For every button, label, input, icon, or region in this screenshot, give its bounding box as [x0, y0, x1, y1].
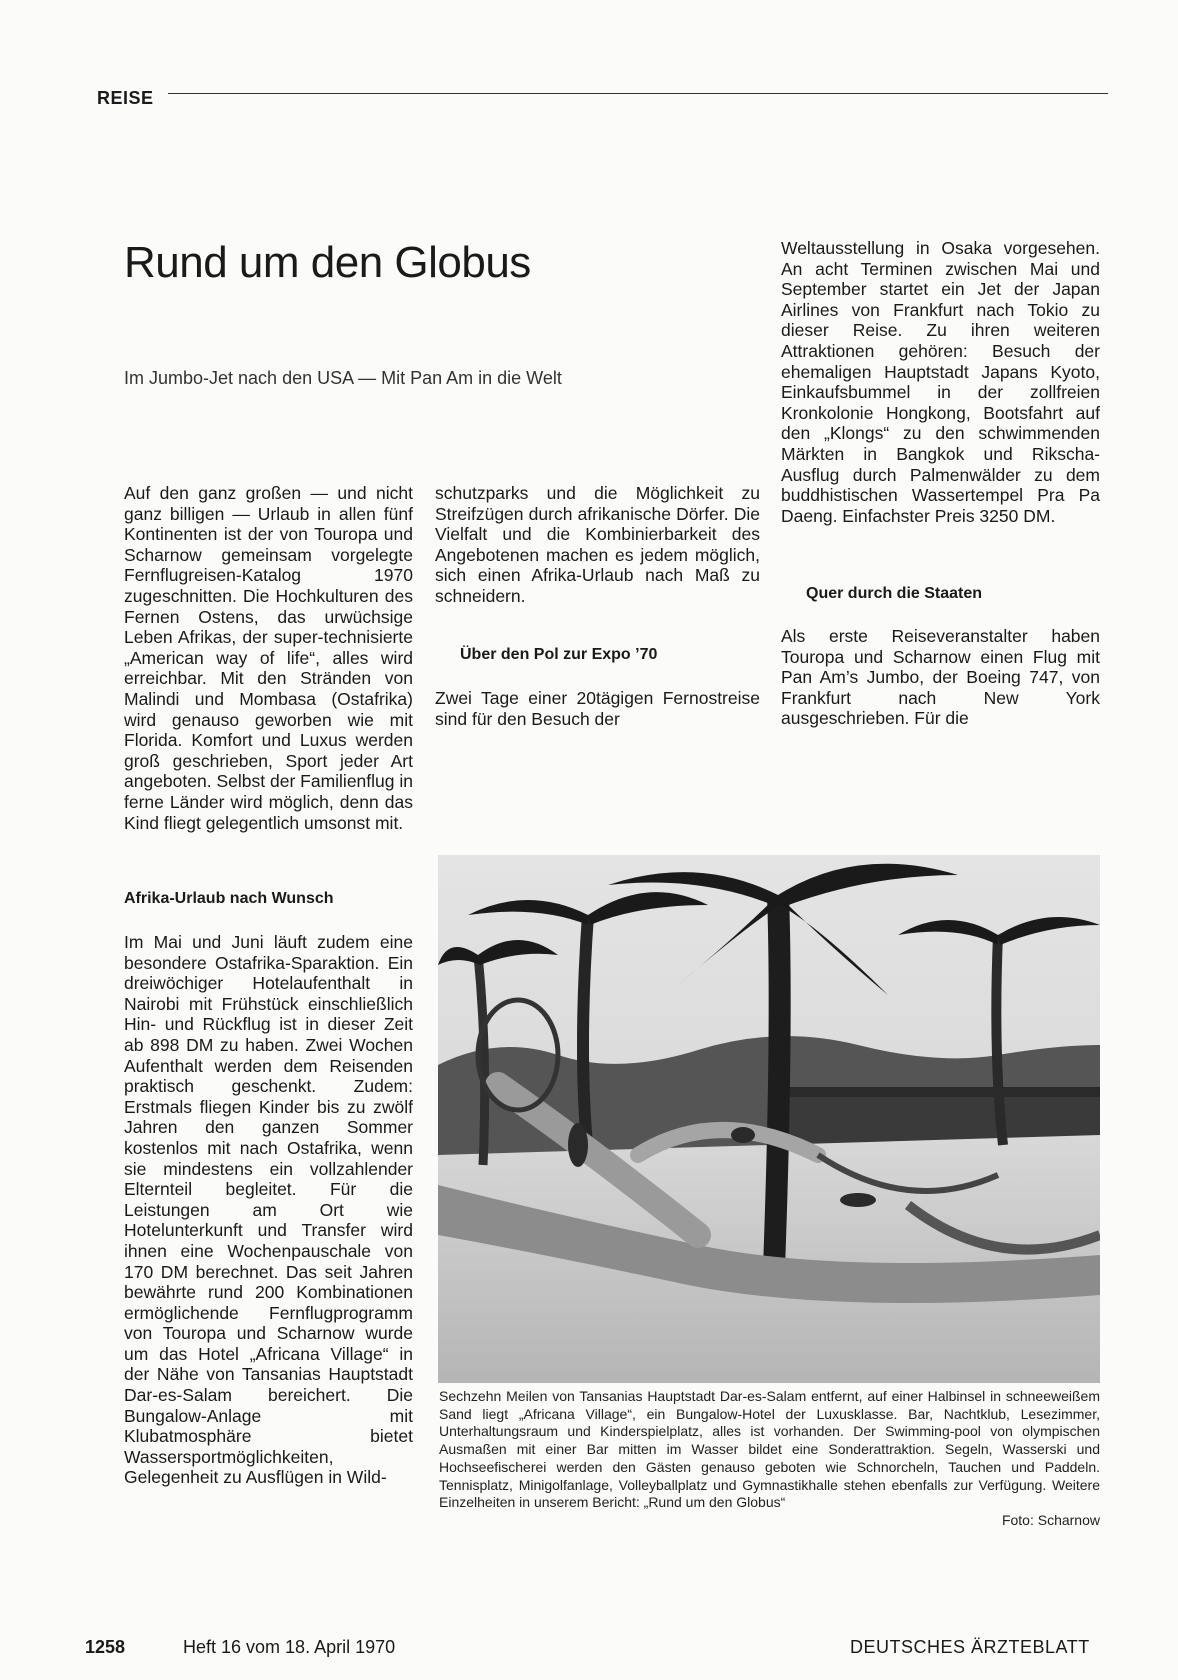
- paragraph-staaten: Als erste Reiseveranstalter haben Touropa und Scharnow einen Flug mit Pan Am’s Jumbo, der Boeing 747, von Frankfurt nach New York ausgeschrieben. Für die: [781, 626, 1100, 729]
- photo-credit: Foto: Scharnow: [1001, 1511, 1100, 1528]
- heading-expo: Über den Pol zur Expo ’70: [460, 646, 658, 663]
- column-1-afrika: [124, 932, 413, 1488]
- beach-photo-image: [438, 855, 1100, 1383]
- column-1-intro: [124, 483, 413, 833]
- paragraph-afrika: Im Mai und Juni läuft zudem eine besondere Ostafrika-Sparaktion. Ein dreiwöchiger Hotelaufenthalt in Nairobi mit Frühstück einschließlich Hin- und Rückflug ist in dieser Zeit ab 898 DM zu haben. Zwei Wochen Aufenthalt werden dem Reisenden praktisch geschenkt. Zudem: Erstmals fliegen Kinder bis zu zwölf Jahren den ganzen Sommer kostenlos mit nach Ostafrika, wenn sie mindestens ein vollzahlender Elternteil begleitet. Für die Leistungen am Ort wie Hotelunterkunft und Transfer wird ihnen eine Wochenpauschale von 170 DM berechnet. Das seit Jahren bewährte rund 200 Kombinationen ermöglichende Fernflugprogramm von Touropa und Scharnow wurde um das Hotel „Africana Village“ in der Nähe von Tansanias Hauptstadt Dar-es-Salam bereichert. Die Bungalow-Anlage mit Klubatmosphäre bietet Wassersportmöglichkeiten, Gelegenheit zu Ausflügen in Wild-: [124, 932, 413, 1488]
- column-3-continuation: [781, 238, 1100, 526]
- issue-info: Heft 16 vom 18. April 1970: [183, 1637, 396, 1657]
- beach-photo: [438, 855, 1100, 1383]
- heading-staaten: Quer durch die Staaten: [806, 585, 983, 602]
- article-title: Rund um den Globus: [124, 238, 531, 287]
- paragraph-expo-continued: Weltausstellung in Osaka vorgesehen. An acht Terminen zwischen Mai und September startet ein Jet der Japan Airlines von Frankfurt nach Tokio zu dieser Reise. Zu ihren weiteren Attraktionen gehören: Besuch der ehemaligen Hauptstadt Japans Kyoto, Einkaufsbummel in der zollfreien Kronkolonie Hongkong, Bootsfahrt auf den „Klongs“ zu den schwimmenden Märkten in Bangkok und Rikscha-Ausflug durch Palmenwälder zu dem buddhistischen Wassertempel Pra Pa Daeng. Einfachster Preis 3250 DM.: [781, 238, 1100, 526]
- section-label: REISE: [97, 88, 154, 108]
- paragraph-afrika-continued: schutzparks und die Möglichkeit zu Streifzügen durch afrikanische Dörfer. Die Vielfalt und die Kombinierbarkeit des Angebotenen machen es jedem möglich, sich einen Afrika-Urlaub nach Maß zu schneidern.: [435, 483, 760, 606]
- paragraph-expo: Zwei Tage einer 20tägigen Fernostreise sind für den Besuch der: [435, 688, 760, 729]
- column-3-staaten: [781, 626, 1100, 729]
- journal-name: DEUTSCHES ÄRZTEBLATT: [850, 1637, 1090, 1657]
- column-2-expo: [435, 688, 760, 729]
- photo-caption: [439, 1388, 1100, 1530]
- caption-text: Sechzehn Meilen von Tansanias Hauptstadt Dar-es-Salam entfernt, auf einer Halbinsel in schneeweißem Sand liegt „Africana Village“, ein Bungalow-Hotel der Luxusklasse. Bar, Nachtklub, Lesezimmer, Unterhaltungsraum und Kinderspielplatz, alles ist vorhanden. Der Swimming-pool von olympischen Ausmaßen mit einer Bar mitten im Wasser bildet eine Sonderattraktion. Segeln, Wasserski und Hochseefischerei werden den Gästen genauso geboten wie Schnorcheln, Tauchen und Paddeln. Tennisplatz, Minigolfanlage, Volleyballplatz und Gymnastikhalle stehen ebenfalls zur Verfügung. Weitere Einzelheiten in unserem Bericht: „Rund um den Globus“: [439, 1388, 1100, 1511]
- page-number: 1258: [85, 1637, 126, 1657]
- heading-afrika: Afrika-Urlaub nach Wunsch: [124, 890, 334, 907]
- header-rule: [168, 93, 1108, 94]
- column-2-continuation: [435, 483, 760, 607]
- article-subtitle: Im Jumbo-Jet nach den USA — Mit Pan Am in die Welt: [124, 368, 562, 388]
- paragraph-intro: Auf den ganz großen — und nicht ganz billigen — Urlaub in allen fünf Kontinenten ist der von Touropa und Scharnow gemeinsam vorgelegte Fernflugreisen-Katalog 1970 zugeschnitten. Die Hochkulturen des Fernen Ostens, das urwüchsige Leben Afrikas, der super-technisierte „American way of life“, alles wird erreichbar. Mit den Stränden von Malindi und Mombasa (Ostafrika) wird genauso geworben wie mit Florida. Komfort und Luxus werden groß geschrieben, Sport jeder Art angeboten. Selbst der Familienflug in ferne Länder wird möglich, denn das Kind fliegt gelegentlich umsonst mit.: [124, 483, 413, 833]
